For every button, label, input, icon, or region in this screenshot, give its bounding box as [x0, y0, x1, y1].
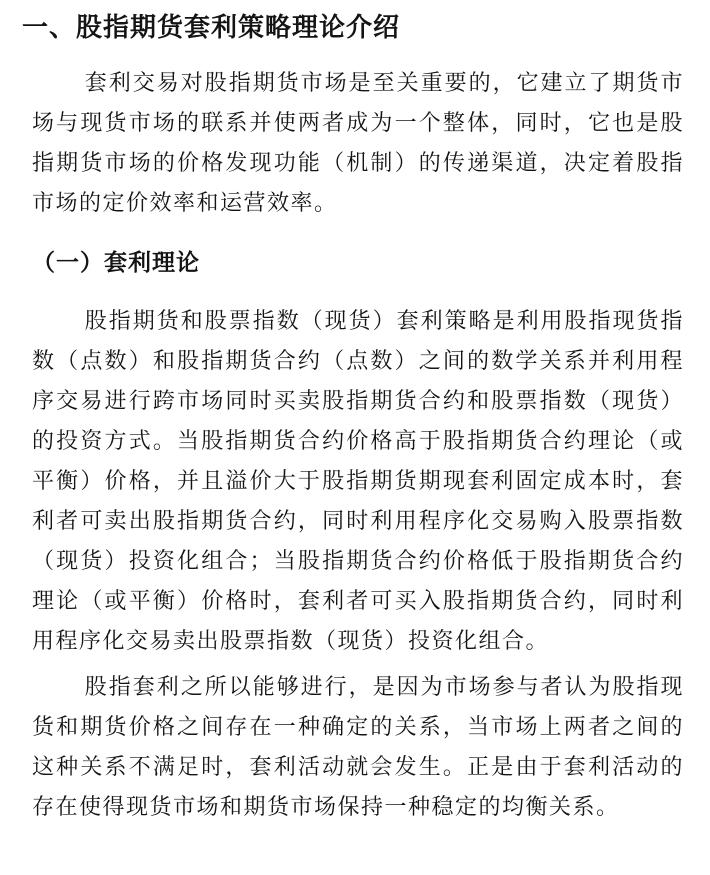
intro-paragraph: 套利交易对股指期货市场是至关重要的，它建立了期货市场与现货市场的联系并使两者成为一个整体，同时，它也是股指期货市场的价格发现功能（机制）的传递渠道，决定着股指市场的定价效率和运营效率。 — [32, 71, 684, 216]
reason-paragraph: 股指套利之所以能够进行，是因为市场参与者认为股指现货和期货价格之间存在一种确定的关系，当市场上两者之间的这种关系不满足时，套利活动就会发生。正是由于套利活动的存在使得现货市场和期货市场保持一种稳定的均衡关系。 — [32, 675, 684, 820]
section-title: 一、股指期货套利策略理论介绍 — [22, 13, 401, 43]
strategy-paragraph: 股指期货和股票指数（现货）套利策略是利用股指现货指数（点数）和股指期货合约（点数）之间的数学关系并利用程序交易进行跨市场同时买卖股指期货合约和股票指数（现货）的投资方式。当股指期货合约价格高于股指期货合约理论（或平衡）价格，并且溢价大于股指期货期现套利固定成本时，套利者可卖出股指期货合约，同时利用程序化交易购入股票指数（现货）投资化组合；当股指期货合约价格低于股指期货合约理论（或平衡）价格时，套利者可买入股指期货合约，同时利用程序化交易卖出股票指数（现货）投资化组合。 — [32, 309, 684, 654]
subsection-title: （一）套利理论 — [32, 250, 200, 276]
